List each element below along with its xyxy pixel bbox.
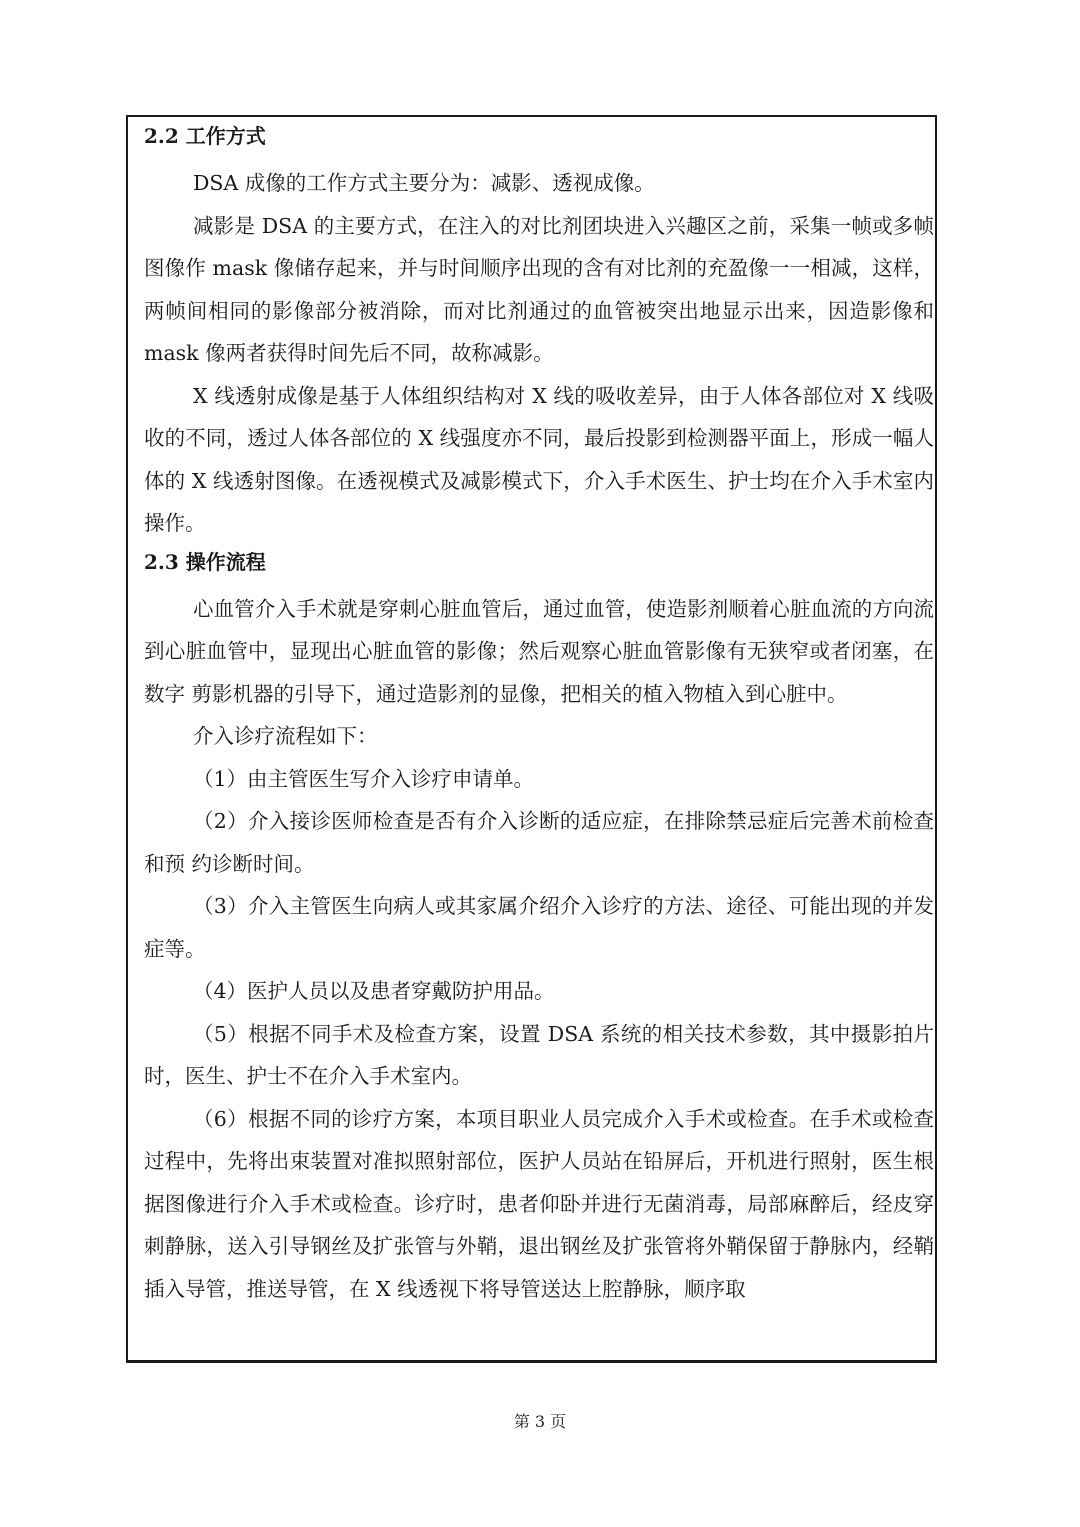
paragraph: X 线透射成像是基于人体组织结构对 X 线的吸收差异，由于人体各部位对 X 线吸收的不同，透过人体各部位的 X 线强度亦不同，最后投影到检测器平面上，形成一幅人体的 X 线透射图像。在透视模式及减影模式下，介入手术医生、护士均在介入手术室内操作。 (144, 383, 934, 535)
flow-title: 介入诊疗流程如下： (193, 724, 378, 748)
section-heading-2-2: 2.2 工作方式 (144, 124, 266, 148)
list-item: （4）医护人员以及患者穿戴防护用品。 (193, 979, 555, 1003)
list-item: （5）根据不同手术及检查方案，设置 DSA 系统的相关技术参数，其中摄影拍片时，医生、护士不在介入手术室内。 (144, 1021, 934, 1088)
paragraph: 减影是 DSA 的主要方式，在注入的对比剂团块进入兴趣区之前，采集一帧或多帧图像作 mask 像储存起来，并与时间顺序出现的含有对比剂的充盈像一一相减，这样，两帧间相同的影像部分被消除，而对比剂通过的血管被突出地显示出来，因造影像和 mask 像两者获得时间先后不同，故称减影。 (144, 213, 934, 365)
paragraph: DSA 成像的工作方式主要分为：减影、透视成像。 (193, 171, 655, 195)
document-body (144, 119, 934, 1310)
list-item: （1）由主管医生写介入诊疗申请单。 (193, 766, 535, 791)
paragraph: 心血管介入手术就是穿刺心脏血管后，通过血管，使造影剂顺着心脏血流的方向流到心脏血管中，显现出心脏血管的影像；然后观察心脏血管影像有无狭窄或者闭塞，在数字 剪影机器的引导下，通过造影剂的显像，把相关的植入物植入到心脏中。 (144, 596, 934, 706)
list-item: （2）介入接诊医师检查是否有介入诊断的适应症，在排除禁忌症后完善术前检查和预 约诊断时间。 (144, 809, 934, 876)
list-item: （6）根据不同的诊疗方案，本项目职业人员完成介入手术或检查。在手术或检查过程中，先将出束装置对准拟照射部位，医护人员站在铅屏后，开机进行照射，医生根据图像进行介入手术或检查。诊疗时，患者仰卧并进行无菌消毒，局部麻醉后，经皮穿刺静脉，送入引导钢丝及扩张管与外鞘，退出钢丝及扩张管将外鞘保留于静脉内，经鞘插入导管，推送导管，在 X 线透视下将导管送达上腔静脉，顺序取 (144, 1106, 934, 1301)
list-item: （3）介入主管医生向病人或其家属介绍介入诊疗的方法、途径、可能出现的并发症等。 (144, 894, 934, 961)
section-heading-2-3: 2.3 操作流程 (144, 549, 266, 574)
page-number: 第 3 页 (513, 1412, 567, 1431)
